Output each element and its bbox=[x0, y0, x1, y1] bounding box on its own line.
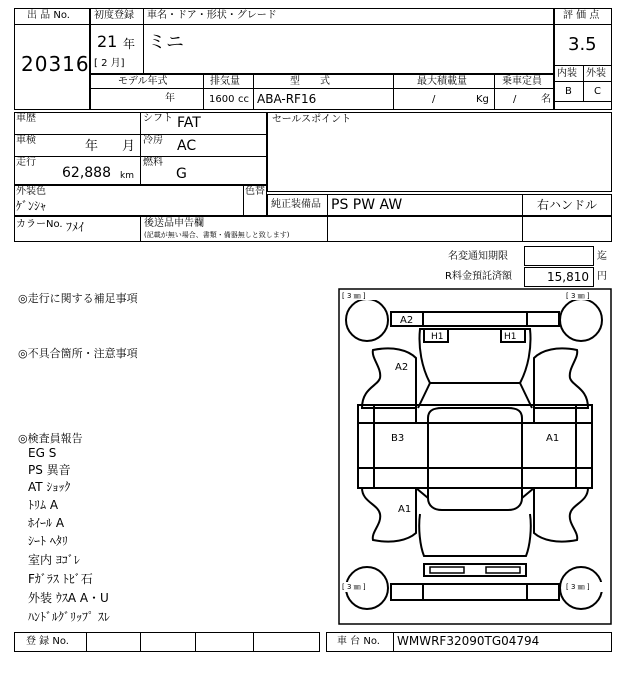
history-label: 車歴 bbox=[16, 113, 36, 124]
displacement-label: 排気量 bbox=[210, 76, 240, 87]
inspector-label: ◎検査員報告 bbox=[18, 432, 83, 445]
max-load-label: 最大積載量 bbox=[417, 76, 467, 87]
ext-color-box bbox=[14, 185, 267, 216]
handle-value: 右ハンドル bbox=[537, 198, 598, 212]
inspector-item: ｼｰﾄ ﾍﾀﾘ bbox=[28, 534, 68, 548]
capacity-unit: 名 bbox=[541, 94, 551, 105]
mileage-value: 62,888 bbox=[62, 165, 111, 181]
front-fender-left bbox=[362, 348, 416, 408]
ac-label: 冷房 bbox=[143, 135, 163, 146]
driving-notes-label: ◎走行に関する補足事項 bbox=[18, 292, 138, 305]
damage-mark: H1 bbox=[431, 332, 444, 342]
name-change-unit: 迄 bbox=[597, 251, 607, 262]
car-damage-diagram bbox=[338, 288, 612, 625]
sales-point-label: セールスポイント bbox=[272, 114, 352, 125]
reg-no-label: 登 録 No. bbox=[26, 636, 69, 647]
score-value: 3.5 bbox=[568, 34, 597, 55]
displacement-value: 1600 bbox=[209, 94, 235, 105]
rear-fender-right bbox=[534, 488, 588, 542]
inspector-item: 室内 ﾖｺﾞﾚ bbox=[28, 553, 80, 567]
inspector-item: AT ｼｮｯｸ bbox=[28, 480, 71, 494]
rear-bumper bbox=[391, 584, 559, 600]
inspector-item: Fｶﾞﾗｽ ﾄﾋﾞ石 bbox=[28, 572, 93, 586]
model-year-value: 年 bbox=[165, 93, 175, 104]
equipment-label: 純正装備品 bbox=[271, 199, 321, 210]
max-load-value: / bbox=[432, 94, 436, 105]
mileage-unit: km bbox=[120, 171, 134, 181]
damage-mark: B3 bbox=[391, 433, 405, 444]
first-reg-month: [ 2 月] bbox=[94, 58, 125, 69]
tire-front-right bbox=[560, 299, 602, 341]
damage-mark: A2 bbox=[395, 362, 409, 373]
chassis-label: 車 台 No. bbox=[337, 636, 380, 647]
color-no-value: ﾌﾒｲ bbox=[66, 220, 85, 234]
displacement-unit: cc bbox=[238, 94, 249, 105]
damage-mark: A1 bbox=[546, 433, 560, 444]
damage-mark: A2 bbox=[400, 315, 414, 326]
ext-color-label: 外装色 bbox=[16, 186, 46, 197]
color-no-label: カラーNo. bbox=[16, 219, 63, 230]
inspector-item: ﾊﾝﾄﾞﾙｸﾞﾘｯﾌﾟ ｽﾚ bbox=[28, 610, 110, 624]
exterior-grade: C bbox=[594, 86, 601, 97]
model-year-label: モデル年式 bbox=[118, 76, 168, 87]
name-change-box bbox=[524, 246, 594, 266]
damage-mark: H1 bbox=[504, 332, 517, 342]
trunk bbox=[419, 514, 531, 556]
ac-value: AC bbox=[177, 138, 197, 154]
chassis-value: WMWRF32090TG04794 bbox=[397, 634, 540, 648]
damage-mark: A1 bbox=[398, 504, 412, 515]
recycle-value: 15,810 bbox=[547, 270, 589, 284]
tire-depth-label: [ 3 ㎜ ] bbox=[566, 292, 590, 300]
shift-value: FAT bbox=[177, 115, 201, 131]
inspector-item: 外装 ｳｽA A・U bbox=[28, 591, 109, 605]
front-fender-right bbox=[534, 348, 588, 408]
equipment-value: PS PW AW bbox=[331, 197, 403, 213]
lot-number: 20316 bbox=[21, 52, 90, 76]
inspection-month: 月 bbox=[122, 139, 136, 154]
car-name-label: 車名・ドア・形状・グレード bbox=[147, 10, 277, 21]
mileage-label: 走行 bbox=[16, 157, 36, 168]
color-change-label: 色替 bbox=[245, 186, 265, 197]
tire-depth-label: [ 3 ㎜ ] bbox=[342, 583, 366, 591]
defects-label: ◎不具合箇所・注意事項 bbox=[18, 347, 138, 360]
lot-no-label: 出 品 No. bbox=[27, 10, 70, 21]
inspector-item: PS 異音 bbox=[28, 463, 71, 477]
shift-label: シフト bbox=[143, 113, 173, 124]
inspection-label: 車検 bbox=[16, 135, 36, 146]
recycle-label: R料金預託済額 bbox=[445, 271, 512, 282]
fuel-label: 燃料 bbox=[143, 157, 163, 168]
ext-color-value: ｹﾞﾝｼｬ bbox=[16, 199, 47, 213]
first-reg-label: 初度登録 bbox=[94, 10, 134, 21]
fuel-value: G bbox=[176, 166, 187, 182]
body-sides bbox=[358, 405, 592, 488]
inspector-item: ﾎｲｰﾙ A bbox=[28, 516, 65, 530]
interior-label: 内装 bbox=[557, 68, 577, 79]
type-label: 型 式 bbox=[290, 76, 330, 87]
inspector-item: ﾄﾘﾑ A bbox=[28, 498, 59, 512]
type-value: ABA-RF16 bbox=[257, 92, 317, 106]
aftermarket-label: 後送品申告欄 bbox=[144, 218, 204, 229]
tire-depth-label: [ 3 ㎜ ] bbox=[342, 292, 366, 300]
tire-front-left bbox=[346, 299, 388, 341]
aftermarket-note: (記載が無い場合、書類・備器無しと致します) bbox=[144, 231, 290, 239]
capacity-label: 乗車定員 bbox=[502, 76, 542, 87]
inspection-year: 年 bbox=[85, 139, 99, 154]
score-label: 評 価 点 bbox=[563, 10, 600, 21]
recycle-unit: 円 bbox=[597, 271, 607, 282]
capacity-value: / bbox=[513, 94, 517, 105]
first-reg-year: 21 bbox=[97, 32, 118, 51]
exterior-label: 外装 bbox=[586, 68, 606, 79]
car-name-value: ミニ bbox=[148, 32, 184, 53]
rear-light-bar bbox=[424, 564, 526, 576]
max-load-unit: Kg bbox=[476, 94, 489, 105]
front-bumper bbox=[391, 312, 559, 326]
inspector-item: EG S bbox=[28, 446, 57, 460]
tire-depth-label: [ 3 ㎜ ] bbox=[566, 583, 590, 591]
year-unit: 年 bbox=[123, 37, 136, 51]
name-change-label: 名変通知期限 bbox=[448, 251, 508, 262]
interior-grade: B bbox=[565, 86, 572, 97]
